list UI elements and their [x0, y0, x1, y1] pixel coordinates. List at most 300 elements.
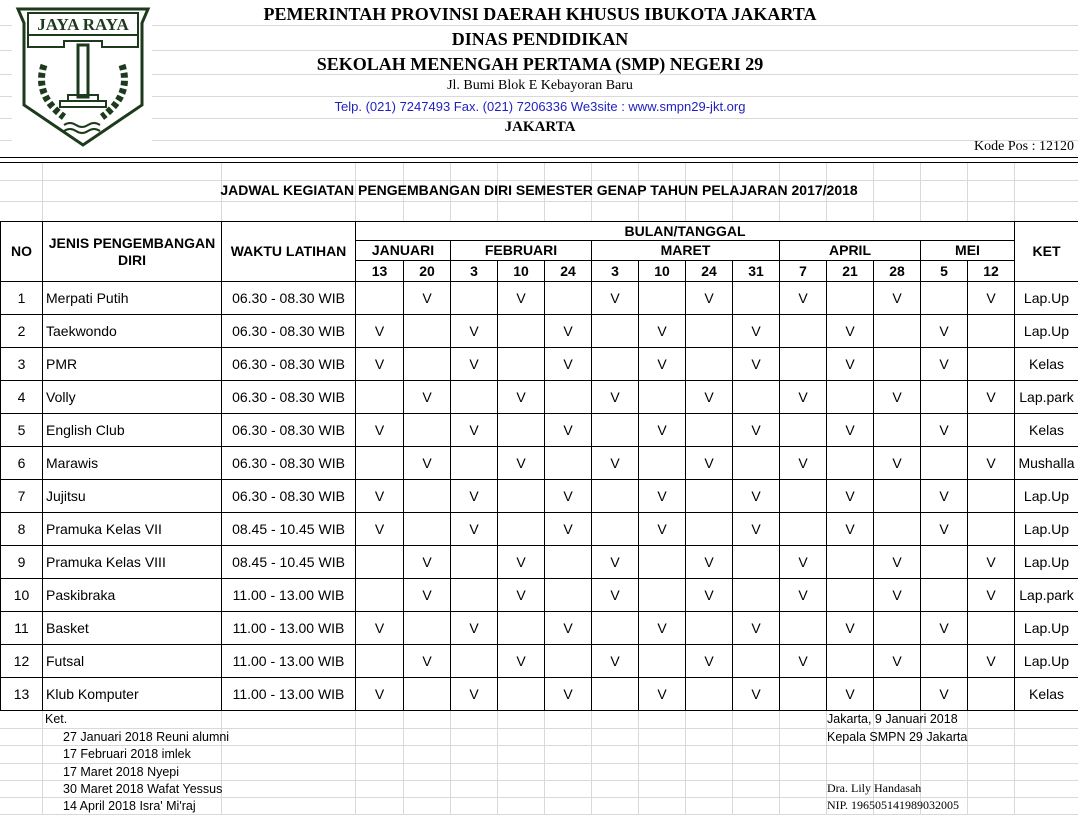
schedule-mark: V [450, 512, 498, 546]
row-activity: Klub Komputer [42, 677, 222, 711]
schedule-cell [732, 281, 780, 315]
row-time: 06.30 - 08.30 WIB [221, 446, 356, 480]
schedule-mark: V [967, 578, 1015, 612]
row-location: Kelas [1014, 347, 1078, 381]
notes-label: Ket. [45, 712, 68, 726]
signature-nip: NIP. 196505141989032005 [827, 798, 960, 812]
signature-position: Kepala SMPN 29 Jakarta [827, 730, 968, 744]
schedule-mark: V [638, 479, 686, 513]
row-no: 8 [0, 512, 43, 546]
schedule-cell [497, 611, 545, 645]
row-time: 06.30 - 08.30 WIB [221, 314, 356, 348]
schedule-mark: V [355, 413, 404, 447]
row-no: 2 [0, 314, 43, 348]
schedule-cell [779, 479, 827, 513]
gridline [544, 710, 545, 815]
schedule-cell [403, 479, 451, 513]
schedule-mark: V [920, 611, 968, 645]
schedule-mark: V [355, 314, 404, 348]
header-date: 24 [685, 260, 733, 282]
row-no: 7 [0, 479, 43, 513]
schedule-cell [685, 314, 733, 348]
schedule-cell [685, 677, 733, 711]
header-date: 28 [873, 260, 921, 282]
gridline [497, 710, 498, 815]
header-date: 3 [450, 260, 498, 282]
schedule-cell [873, 611, 921, 645]
row-location: Lap.Up [1014, 545, 1078, 579]
header-divider [0, 157, 1078, 163]
row-time: 11.00 - 13.00 WIB [221, 611, 356, 645]
schedule-cell [826, 644, 874, 678]
row-activity: Pramuka Kelas VIII [42, 545, 222, 579]
header-date: 7 [779, 260, 827, 282]
gridline [221, 710, 222, 815]
row-time: 08.45 - 10.45 WIB [221, 545, 356, 579]
schedule-mark: V [826, 512, 874, 546]
header-date: 10 [497, 260, 545, 282]
schedule-mark: V [403, 644, 451, 678]
schedule-mark: V [873, 281, 921, 315]
schedule-mark: V [450, 347, 498, 381]
schedule-mark: V [544, 512, 592, 546]
schedule-cell [779, 347, 827, 381]
schedule-cell [920, 545, 968, 579]
schedule-mark: V [873, 545, 921, 579]
schedule-cell [826, 545, 874, 579]
gridline [591, 710, 592, 815]
schedule-cell [685, 512, 733, 546]
schedule-cell [403, 347, 451, 381]
row-time: 06.30 - 08.30 WIB [221, 347, 356, 381]
schedule-cell [826, 380, 874, 414]
schedule-cell [685, 479, 733, 513]
schedule-mark: V [873, 446, 921, 480]
schedule-cell [544, 380, 592, 414]
schedule-title: JADWAL KEGIATAN PENGEMBANGAN DIRI SEMESTER GENAP TAHUN PELAJARAN 2017/2018 [220, 182, 858, 198]
schedule-cell [450, 545, 498, 579]
row-no: 3 [0, 347, 43, 381]
row-no: 9 [0, 545, 43, 579]
schedule-mark: V [355, 611, 404, 645]
schedule-mark: V [779, 578, 827, 612]
schedule-cell [544, 446, 592, 480]
gridline [403, 710, 404, 815]
schedule-cell [355, 446, 404, 480]
row-time: 06.30 - 08.30 WIB [221, 479, 356, 513]
schedule-cell [967, 611, 1015, 645]
schedule-cell [873, 413, 921, 447]
schedule-cell [355, 380, 404, 414]
row-location: Lap.Up [1014, 611, 1078, 645]
schedule-cell [732, 545, 780, 579]
schedule-cell [450, 446, 498, 480]
schedule-mark: V [826, 611, 874, 645]
schedule-cell [591, 677, 639, 711]
schedule-mark: V [732, 347, 780, 381]
schedule-mark: V [779, 545, 827, 579]
schedule-mark: V [685, 545, 733, 579]
schedule-cell [826, 446, 874, 480]
schedule-cell [544, 578, 592, 612]
header-month-mei: MEI [920, 240, 1015, 261]
row-time: 06.30 - 08.30 WIB [221, 380, 356, 414]
schedule-mark: V [779, 644, 827, 678]
schedule-mark: V [355, 347, 404, 381]
schedule-cell [355, 578, 404, 612]
schedule-cell [497, 512, 545, 546]
schedule-mark: V [873, 644, 921, 678]
row-time: 06.30 - 08.30 WIB [221, 413, 356, 447]
schedule-cell [779, 413, 827, 447]
schedule-mark: V [497, 446, 545, 480]
gridline [0, 118, 12, 119]
schedule-mark: V [544, 611, 592, 645]
schedule-mark: V [826, 347, 874, 381]
schedule-cell [355, 545, 404, 579]
schedule-cell [591, 512, 639, 546]
schedule-mark: V [920, 314, 968, 348]
gridline [1014, 710, 1015, 815]
schedule-mark: V [732, 413, 780, 447]
schedule-mark: V [591, 446, 639, 480]
schedule-mark: V [732, 677, 780, 711]
schedule-mark: V [826, 677, 874, 711]
schedule-mark: V [544, 479, 592, 513]
row-activity: Taekwondo [42, 314, 222, 348]
schedule-cell [873, 512, 921, 546]
schedule-mark: V [826, 479, 874, 513]
row-time: 06.30 - 08.30 WIB [221, 281, 356, 315]
schedule-mark: V [826, 413, 874, 447]
schedule-mark: V [920, 347, 968, 381]
header-month-februari: FEBRUARI [450, 240, 592, 261]
schedule-mark: V [685, 644, 733, 678]
schedule-cell [638, 644, 686, 678]
gridline [152, 96, 1078, 97]
schedule-mark: V [497, 545, 545, 579]
schedule-cell [826, 281, 874, 315]
schedule-mark: V [450, 314, 498, 348]
header-jenis: JENIS PENGEMBANGAN DIRI [42, 221, 222, 282]
schedule-cell [403, 314, 451, 348]
schedule-mark: V [591, 644, 639, 678]
schedule-mark: V [967, 644, 1015, 678]
row-location: Lap.Up [1014, 512, 1078, 546]
schedule-mark: V [403, 578, 451, 612]
schedule-cell [591, 314, 639, 348]
row-activity: Basket [42, 611, 222, 645]
schedule-mark: V [591, 545, 639, 579]
schedule-mark: V [355, 677, 404, 711]
schedule-mark: V [544, 413, 592, 447]
row-no: 10 [0, 578, 43, 612]
header-no: NO [0, 221, 43, 282]
row-location: Kelas [1014, 413, 1078, 447]
schedule-mark: V [591, 380, 639, 414]
row-activity: Jujitsu [42, 479, 222, 513]
schedule-cell [967, 347, 1015, 381]
schedule-mark: V [403, 545, 451, 579]
schedule-mark: V [732, 611, 780, 645]
row-no: 1 [0, 281, 43, 315]
gridline [355, 710, 356, 815]
schedule-cell [497, 347, 545, 381]
schedule-cell [779, 314, 827, 348]
header-date: 12 [967, 260, 1015, 282]
schedule-cell [638, 281, 686, 315]
schedule-mark: V [355, 512, 404, 546]
schedule-cell [967, 677, 1015, 711]
schedule-cell [450, 578, 498, 612]
signature-place-date: Jakarta, 9 Januari 2018 [827, 712, 958, 726]
schedule-cell [732, 380, 780, 414]
schedule-cell [779, 677, 827, 711]
schedule-cell [355, 281, 404, 315]
schedule-cell [544, 281, 592, 315]
row-no: 5 [0, 413, 43, 447]
row-no: 11 [0, 611, 43, 645]
schedule-mark: V [685, 446, 733, 480]
schedule-cell [450, 644, 498, 678]
row-activity: Merpati Putih [42, 281, 222, 315]
schedule-cell [638, 446, 686, 480]
schedule-mark: V [920, 677, 968, 711]
schedule-cell [497, 677, 545, 711]
gridline [152, 50, 1078, 51]
schedule-cell [732, 446, 780, 480]
row-location: Mushalla [1014, 446, 1078, 480]
row-location: Lap.Up [1014, 479, 1078, 513]
schedule-mark: V [450, 677, 498, 711]
row-time: 11.00 - 13.00 WIB [221, 644, 356, 678]
schedule-mark: V [685, 380, 733, 414]
schedule-cell [638, 545, 686, 579]
schedule-cell [873, 677, 921, 711]
row-location: Lap.Up [1014, 644, 1078, 678]
schedule-mark: V [967, 380, 1015, 414]
row-location: Lap.Up [1014, 314, 1078, 348]
header-school: SEKOLAH MENENGAH PERTAMA (SMP) NEGERI 29 [316, 54, 764, 74]
svg-text:JAYA RAYA: JAYA RAYA [37, 15, 129, 34]
schedule-mark: V [920, 479, 968, 513]
schedule-cell [967, 413, 1015, 447]
schedule-cell [873, 479, 921, 513]
gridline [152, 25, 1078, 26]
note-item: 14 April 2018 Isra' Mi'raj [63, 799, 196, 814]
schedule-cell [450, 380, 498, 414]
schedule-cell [685, 413, 733, 447]
header-government: PEMERINTAH PROVINSI DAERAH KHUSUS IBUKOTA JAKARTA [263, 4, 817, 24]
schedule-cell [779, 512, 827, 546]
schedule-mark: V [685, 281, 733, 315]
schedule-mark: V [873, 380, 921, 414]
schedule-mark: V [638, 347, 686, 381]
gridline [0, 50, 12, 51]
gridline [0, 180, 1078, 181]
schedule-mark: V [638, 611, 686, 645]
gridline [0, 745, 1078, 746]
header-date: 24 [544, 260, 592, 282]
gridline [638, 710, 639, 815]
row-no: 6 [0, 446, 43, 480]
schedule-cell [497, 413, 545, 447]
gridline [732, 710, 733, 815]
header-date: 31 [732, 260, 780, 282]
schedule-cell [638, 578, 686, 612]
gridline [0, 25, 12, 26]
schedule-mark: V [497, 380, 545, 414]
header-date: 21 [826, 260, 874, 282]
gridline [42, 710, 43, 815]
header-ket: KET [1014, 221, 1078, 282]
schedule-cell [920, 644, 968, 678]
schedule-cell [779, 611, 827, 645]
row-no: 4 [0, 380, 43, 414]
gridline [152, 140, 1078, 141]
postal-code: Kode Pos : 12120 [974, 139, 1074, 154]
gridline [967, 710, 968, 815]
schedule-mark: V [638, 677, 686, 711]
gridline [685, 710, 686, 815]
header-date: 3 [591, 260, 639, 282]
header-month-januari: JANUARI [355, 240, 451, 261]
schedule-mark: V [591, 281, 639, 315]
schedule-cell [732, 578, 780, 612]
schedule-cell [826, 578, 874, 612]
schedule-cell [403, 413, 451, 447]
row-activity: Paskibraka [42, 578, 222, 612]
schedule-cell [591, 347, 639, 381]
schedule-mark: V [403, 380, 451, 414]
row-time: 11.00 - 13.00 WIB [221, 677, 356, 711]
row-activity: Pramuka Kelas VII [42, 512, 222, 546]
schedule-cell [920, 380, 968, 414]
schedule-mark: V [779, 446, 827, 480]
schedule-mark: V [450, 611, 498, 645]
gridline [0, 96, 12, 97]
schedule-cell [967, 512, 1015, 546]
header-month-maret: MARET [591, 240, 780, 261]
header-contact: Telp. (021) 7247493 Fax. (021) 7206336 We3site : www.smpn29-jkt.org [334, 99, 746, 114]
schedule-cell [497, 479, 545, 513]
schedule-mark: V [779, 380, 827, 414]
row-location: Lap.park [1014, 578, 1078, 612]
schedule-mark: V [638, 512, 686, 546]
schedule-cell [873, 314, 921, 348]
row-no: 12 [0, 644, 43, 678]
gridline [0, 728, 1078, 729]
schedule-cell [403, 677, 451, 711]
schedule-mark: V [920, 413, 968, 447]
row-no: 13 [0, 677, 43, 711]
schedule-cell [967, 314, 1015, 348]
schedule-mark: V [403, 281, 451, 315]
schedule-mark: V [967, 281, 1015, 315]
row-activity: PMR [42, 347, 222, 381]
schedule-mark: V [450, 479, 498, 513]
schedule-mark: V [497, 578, 545, 612]
row-location: Kelas [1014, 677, 1078, 711]
schedule-mark: V [967, 446, 1015, 480]
schedule-cell [544, 545, 592, 579]
schedule-cell [497, 314, 545, 348]
header-department: DINAS PENDIDIKAN [451, 29, 629, 49]
schedule-mark: V [920, 512, 968, 546]
row-activity: Futsal [42, 644, 222, 678]
header-date: 10 [638, 260, 686, 282]
schedule-mark: V [873, 578, 921, 612]
schedule-mark: V [826, 314, 874, 348]
schedule-mark: V [403, 446, 451, 480]
note-item: 30 Maret 2018 Wafat Yessus [63, 781, 223, 796]
header-date: 13 [355, 260, 404, 282]
header-bulan-tanggal: BULAN/TANGGAL [355, 221, 1015, 241]
schedule-mark: V [638, 314, 686, 348]
row-location: Lap.park [1014, 380, 1078, 414]
schedule-cell [355, 644, 404, 678]
row-activity: Volly [42, 380, 222, 414]
header-date: 5 [920, 260, 968, 282]
schedule-cell [920, 446, 968, 480]
signature-name: Dra. Lily Handasah [827, 781, 922, 795]
schedule-cell [967, 479, 1015, 513]
schedule-mark: V [779, 281, 827, 315]
schedule-mark: V [497, 281, 545, 315]
gridline [0, 201, 1078, 202]
jaya-raya-logo [14, 5, 152, 147]
schedule-cell [403, 611, 451, 645]
schedule-mark: V [732, 314, 780, 348]
schedule-cell [403, 512, 451, 546]
header-date: 20 [403, 260, 451, 282]
row-time: 11.00 - 13.00 WIB [221, 578, 356, 612]
schedule-cell [920, 578, 968, 612]
schedule-mark: V [544, 677, 592, 711]
note-item: 27 Januari 2018 Reuni alumni [63, 730, 230, 744]
gridline [779, 710, 780, 815]
schedule-cell [591, 413, 639, 447]
header-city: JAKARTA [504, 119, 576, 135]
gridline [0, 140, 12, 141]
schedule-mark: V [355, 479, 404, 513]
schedule-mark: V [591, 578, 639, 612]
schedule-mark: V [685, 578, 733, 612]
schedule-mark: V [732, 479, 780, 513]
schedule-cell [873, 347, 921, 381]
schedule-mark: V [967, 545, 1015, 579]
schedule-cell [638, 380, 686, 414]
schedule-mark: V [450, 413, 498, 447]
schedule-cell [685, 347, 733, 381]
header-month-april: APRIL [779, 240, 921, 261]
note-item: 17 Maret 2018 Nyepi [63, 764, 180, 779]
schedule-mark: V [544, 347, 592, 381]
schedule-mark: V [638, 413, 686, 447]
schedule-cell [920, 281, 968, 315]
gridline [0, 74, 12, 75]
schedule-cell [732, 644, 780, 678]
schedule-cell [685, 611, 733, 645]
schedule-cell [591, 479, 639, 513]
row-activity: English Club [42, 413, 222, 447]
row-location: Lap.Up [1014, 281, 1078, 315]
schedule-mark: V [544, 314, 592, 348]
schedule-cell [450, 281, 498, 315]
gridline [450, 710, 451, 815]
note-item: 17 Februari 2018 imlek [63, 747, 191, 762]
schedule-mark: V [732, 512, 780, 546]
